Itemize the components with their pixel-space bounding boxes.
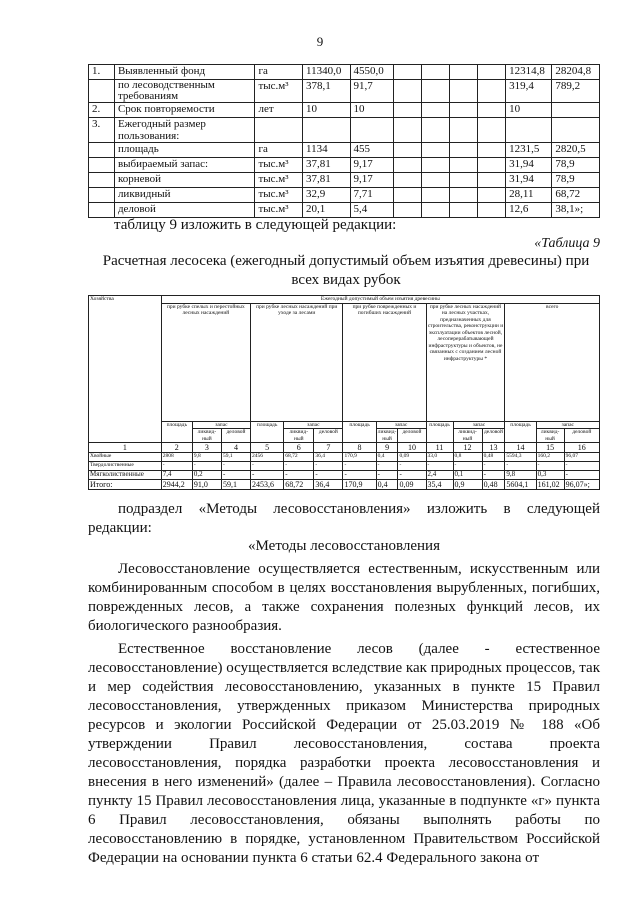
table-row xyxy=(89,173,600,188)
table-cell: 32,9 xyxy=(303,188,351,203)
table-cell: 5594,3 xyxy=(505,453,536,462)
table-cell: тыс.м³ xyxy=(255,203,303,218)
table-cell xyxy=(552,118,600,143)
table-cell xyxy=(421,188,449,203)
header-area: площадь xyxy=(251,421,284,443)
table-cell: га xyxy=(255,143,303,158)
table-cell: тыс.м³ xyxy=(255,188,303,203)
header-liquid: ликвид-ный xyxy=(284,429,314,443)
table-cell: 455 xyxy=(350,143,393,158)
table-cell: 2820,5 xyxy=(552,143,600,158)
column-number: 10 xyxy=(398,443,426,453)
table-row xyxy=(89,158,600,173)
table-cell: - xyxy=(161,462,192,471)
table-cell: 170,9 xyxy=(343,453,376,462)
table-cell: 68,72 xyxy=(552,188,600,203)
table-cell: 36,4 xyxy=(314,453,343,462)
table-cell: - xyxy=(564,462,599,471)
table-cell: 0,2 xyxy=(192,471,221,480)
table-cell: Выявленный фонд xyxy=(114,65,255,80)
paragraph-2 xyxy=(88,640,600,868)
table-cell: 59,1 xyxy=(221,453,250,462)
column-number: 15 xyxy=(536,443,564,453)
table-cell: 2. xyxy=(89,103,115,118)
header-group-2: при рубке лесных насаждений при уходе за лесами xyxy=(251,303,343,421)
table-cell: 1134 xyxy=(303,143,351,158)
table-cell xyxy=(393,118,421,143)
table-cell: - xyxy=(314,462,343,471)
column-number: 13 xyxy=(482,443,505,453)
header-liquid: ликвид-ный xyxy=(536,429,564,443)
table-cell xyxy=(449,118,477,143)
table-cell: - xyxy=(564,471,599,480)
column-number: 2 xyxy=(161,443,192,453)
table-cell: 36,4 xyxy=(314,480,343,490)
table-cell: 161,02 xyxy=(536,480,564,490)
table-row xyxy=(89,471,600,480)
header-business: деловой xyxy=(482,429,505,443)
page-number: 9 xyxy=(316,34,324,49)
table-cell: 3. xyxy=(89,118,115,143)
table-cell: 96,07 xyxy=(564,453,599,462)
header-area: площадь xyxy=(161,421,192,443)
subsection-instruction-text: подраздел «Методы лесовосстановления» изложить в следующей редакции: xyxy=(88,501,600,536)
table-cell xyxy=(478,203,506,218)
paragraph-2-text: Естественное восстановление лесов (далее - естественное лесовосстановление) осуществляется вследствие как природных процессов, так и мер содействия лесовосстановлению, указанных в пункте 15 Правил лесовосстановления, утвержденных приказом Министерства природных ресурсов и экологии Российской Федерации от 25.03.2019 № 188 «Об утверждении Правил лесовосстановления, состава проекта лесовосстановления, порядка разработки проекта лесовосстановления и внесения в него изменений» (далее – Правила лесовосстановления). Согласно пункту 15 Правил лесовосстановления лица, указанные в подпункте «г» пункта 6 Правил лесовосстановления, обязаны выполнять работы по лесовосстановлению в порядке, установленном Правительством Российской Федерации на основании пункта 6 статьи 62.4 Федерального закона от xyxy=(88,641,600,866)
table-cell xyxy=(89,203,115,218)
table-cell: - xyxy=(426,462,453,471)
table-cell: - xyxy=(536,462,564,471)
table-cell: 0,4 xyxy=(376,453,398,462)
table-cell: Срок повторяемости xyxy=(114,103,255,118)
table-cell: - xyxy=(376,462,398,471)
table-9 xyxy=(88,295,600,490)
header-stock: запас xyxy=(453,421,505,429)
table-cell: 38,1»; xyxy=(552,203,600,218)
table-cell xyxy=(478,65,506,80)
table-cell: 91,0 xyxy=(192,480,221,490)
header-business: деловой xyxy=(398,429,426,443)
table-row xyxy=(89,462,600,471)
table-cell: 35,4 xyxy=(426,480,453,490)
table-cell: 91,7 xyxy=(350,80,393,103)
header-business: деловой xyxy=(564,429,599,443)
table-row xyxy=(89,103,600,118)
table-cell: 37,81 xyxy=(303,173,351,188)
header-liquid: ликвид-ный xyxy=(453,429,482,443)
table-row xyxy=(89,453,600,462)
table-cell: 7,4 xyxy=(161,471,192,480)
header-stock: запас xyxy=(192,421,250,429)
table-cell xyxy=(478,103,506,118)
table-cell: 28,11 xyxy=(506,188,552,203)
table-cell: 0,48 xyxy=(482,480,505,490)
table-cell xyxy=(449,173,477,188)
table-cell: га xyxy=(255,65,303,80)
paragraph-1-text: Лесовосстановление осуществляется естественным, искусственным или комбинированным способом в целях восстановления вырубленных, погибших, поврежденных лесов, а также сохранения полезных функций лесов, их биологического разнообразия. xyxy=(88,561,600,634)
table-cell xyxy=(506,118,552,143)
table-cell: 0,48 xyxy=(482,453,505,462)
table-row xyxy=(89,118,600,143)
table-cell xyxy=(89,188,115,203)
table-cell: - xyxy=(251,462,284,471)
table-cell: 9,17 xyxy=(350,158,393,173)
table-cell: ликвидный xyxy=(114,188,255,203)
table-cell: 160,2 xyxy=(536,453,564,462)
row-label: Хвойные xyxy=(89,453,162,462)
table-cell xyxy=(421,203,449,218)
column-number: 12 xyxy=(453,443,482,453)
table-cell: - xyxy=(453,462,482,471)
table-cell: - xyxy=(398,462,426,471)
table-cell: 0,1 xyxy=(453,471,482,480)
table-cell: корневой xyxy=(114,173,255,188)
table-cell xyxy=(421,173,449,188)
table-cell: выбираемый запас: xyxy=(114,158,255,173)
table-cell xyxy=(350,118,393,143)
table-cell xyxy=(421,65,449,80)
table-cell: - xyxy=(482,462,505,471)
table-cell: 0,9 xyxy=(453,480,482,490)
table-cell xyxy=(89,143,115,158)
table-cell: 10 xyxy=(350,103,393,118)
row-label: Итого: xyxy=(89,480,162,490)
table-cell: - xyxy=(505,462,536,471)
header-business: деловой xyxy=(221,429,250,443)
table-cell xyxy=(449,80,477,103)
table-cell: 12314,8 xyxy=(506,65,552,80)
instruction-table9: таблицу 9 изложить в следующей редакции: xyxy=(114,217,397,233)
table-cell xyxy=(478,80,506,103)
table-cell: - xyxy=(343,471,376,480)
table-cell: - xyxy=(314,471,343,480)
table-cell: - xyxy=(284,462,314,471)
table-cell xyxy=(89,80,115,103)
table-cell: 20,1 xyxy=(303,203,351,218)
table-cell xyxy=(393,80,421,103)
header-area: площадь xyxy=(343,421,376,443)
table-cell xyxy=(421,80,449,103)
table-row xyxy=(89,188,600,203)
table-cell: - xyxy=(192,462,221,471)
table-cell xyxy=(449,65,477,80)
table-cell xyxy=(478,118,506,143)
row-label: Твердолиственные xyxy=(89,462,162,471)
header-stock: запас xyxy=(284,421,343,429)
header-stock: запас xyxy=(536,421,599,429)
table-cell: 9,17 xyxy=(350,173,393,188)
table-cell xyxy=(478,173,506,188)
table-row xyxy=(89,143,600,158)
header-group-5: всего xyxy=(505,303,600,421)
header-group-3: при рубке поврежденных и погибших насаждений xyxy=(343,303,426,421)
table-cell: 68,72 xyxy=(284,480,314,490)
header-area: площадь xyxy=(426,421,453,443)
table-cell: тыс.м³ xyxy=(255,173,303,188)
table-cell: 2,4 xyxy=(426,471,453,480)
table-cell: 4550,0 xyxy=(350,65,393,80)
table-cell: 78,9 xyxy=(552,158,600,173)
table-cell xyxy=(449,203,477,218)
column-number: 8 xyxy=(343,443,376,453)
table-cell: - xyxy=(221,471,250,480)
table-cell xyxy=(478,188,506,203)
column-number: 7 xyxy=(314,443,343,453)
table-cell: тыс.м³ xyxy=(255,80,303,103)
table-cell: 319,4 xyxy=(506,80,552,103)
header-business: деловой xyxy=(314,429,343,443)
column-number: 3 xyxy=(192,443,221,453)
table-cell xyxy=(449,188,477,203)
table-cell: 378,1 xyxy=(303,80,351,103)
table-8-continuation xyxy=(88,64,600,218)
column-number-row xyxy=(89,443,600,453)
table-cell xyxy=(478,158,506,173)
table-cell: тыс.м³ xyxy=(255,158,303,173)
table-cell: Ежегодный размер пользования: xyxy=(114,118,255,143)
header-liquid: ликвид-ный xyxy=(377,429,397,442)
table-cell: деловой xyxy=(114,203,255,218)
header-group-4: при рубке лесных насаждений на лесных участках, предназначенных для строительства, реконструкции и эксплуатации объектов лесной, лесоперерабатывающей инфраструктуры и объектов, не связанных с созданием лесной инфраструктуры * xyxy=(426,303,505,421)
table9-label: «Таблица 9 xyxy=(534,236,600,251)
table-cell: 10 xyxy=(506,103,552,118)
table-cell xyxy=(393,173,421,188)
header-area: площадь xyxy=(505,421,536,443)
table-cell: - xyxy=(376,471,398,480)
subsection-title: «Методы лесовосстановления xyxy=(248,538,440,554)
table-cell: 0,3 xyxy=(536,471,564,480)
header-stock: запас xyxy=(376,421,426,429)
table-cell: 0,09 xyxy=(398,453,426,462)
table-cell xyxy=(393,143,421,158)
column-number: 4 xyxy=(221,443,250,453)
table-cell: 12,6 xyxy=(506,203,552,218)
table-cell xyxy=(393,65,421,80)
table-cell: - xyxy=(221,462,250,471)
header-group-1: при рубке спелых и перестойных лесных насаждений xyxy=(161,303,250,421)
table-cell: 0,09 xyxy=(398,480,426,490)
table-cell: 7,71 xyxy=(350,188,393,203)
table-cell: 170,9 xyxy=(343,480,376,490)
table-row xyxy=(89,80,600,103)
table-cell: 37,81 xyxy=(303,158,351,173)
table-cell: - xyxy=(398,471,426,480)
table-cell: - xyxy=(284,471,314,480)
table-cell xyxy=(393,203,421,218)
table-cell xyxy=(255,118,303,143)
header-liquid: ликвид-ный xyxy=(192,429,221,443)
table-cell: 68,72 xyxy=(284,453,314,462)
table-cell xyxy=(303,118,351,143)
table-cell xyxy=(421,118,449,143)
table-cell xyxy=(393,103,421,118)
row-label: Мягколиственные xyxy=(89,471,162,480)
table-cell: 59,1 xyxy=(221,480,250,490)
table-cell: по лесоводственным требованиям xyxy=(114,80,255,103)
column-number: 6 xyxy=(284,443,314,453)
table-cell xyxy=(393,188,421,203)
table-cell xyxy=(89,173,115,188)
table-cell: 5604,1 xyxy=(505,480,536,490)
table-cell: 5,4 xyxy=(350,203,393,218)
table-cell: 33,0 xyxy=(426,453,453,462)
column-number: 11 xyxy=(426,443,453,453)
table-cell: 0,8 xyxy=(453,453,482,462)
table-cell: 0,4 xyxy=(376,480,398,490)
table-cell: 96,07»; xyxy=(564,480,599,490)
table-cell: площадь xyxy=(114,143,255,158)
table-row xyxy=(89,203,600,218)
table-row xyxy=(89,65,600,80)
header-main: Ежегодный допустимый объем изъятия древесины xyxy=(161,296,599,304)
table-cell: - xyxy=(482,471,505,480)
column-number: 5 xyxy=(251,443,284,453)
table-cell: 2944,2 xyxy=(161,480,192,490)
table-cell: 31,94 xyxy=(506,173,552,188)
subsection-instruction xyxy=(88,500,600,538)
table-cell xyxy=(421,158,449,173)
table-cell xyxy=(421,143,449,158)
header-farms: Хозяйства xyxy=(89,296,162,443)
table-cell: 10 xyxy=(303,103,351,118)
table9-title: Расчетная лесосека (ежегодный допустимый объем изъятия древесины) при всех видах рубок xyxy=(102,253,590,288)
table-cell: 2456 xyxy=(251,453,284,462)
table-cell: 11340,0 xyxy=(303,65,351,80)
column-number: 1 xyxy=(89,443,162,453)
table-cell xyxy=(478,143,506,158)
table-cell xyxy=(449,103,477,118)
table-cell: 31,94 xyxy=(506,158,552,173)
table-cell: 1. xyxy=(89,65,115,80)
table-cell: - xyxy=(343,462,376,471)
table-cell: 1231,5 xyxy=(506,143,552,158)
column-number: 9 xyxy=(376,443,398,453)
table-cell xyxy=(393,158,421,173)
table-cell: 789,2 xyxy=(552,80,600,103)
table-row xyxy=(89,480,600,490)
column-number: 16 xyxy=(564,443,599,453)
table-cell: 28204,8 xyxy=(552,65,600,80)
table-cell xyxy=(449,143,477,158)
table-cell: 2808 xyxy=(161,453,192,462)
table-cell: 78,9 xyxy=(552,173,600,188)
table-cell xyxy=(449,158,477,173)
table-cell: 9,8 xyxy=(505,471,536,480)
table-cell: 9,8 xyxy=(192,453,221,462)
paragraph-1 xyxy=(88,560,600,636)
column-number: 14 xyxy=(505,443,536,453)
table-cell xyxy=(89,158,115,173)
table-cell: лет xyxy=(255,103,303,118)
table-cell: - xyxy=(251,471,284,480)
table-cell xyxy=(552,103,600,118)
table-cell: 2453,6 xyxy=(251,480,284,490)
table-cell xyxy=(421,103,449,118)
